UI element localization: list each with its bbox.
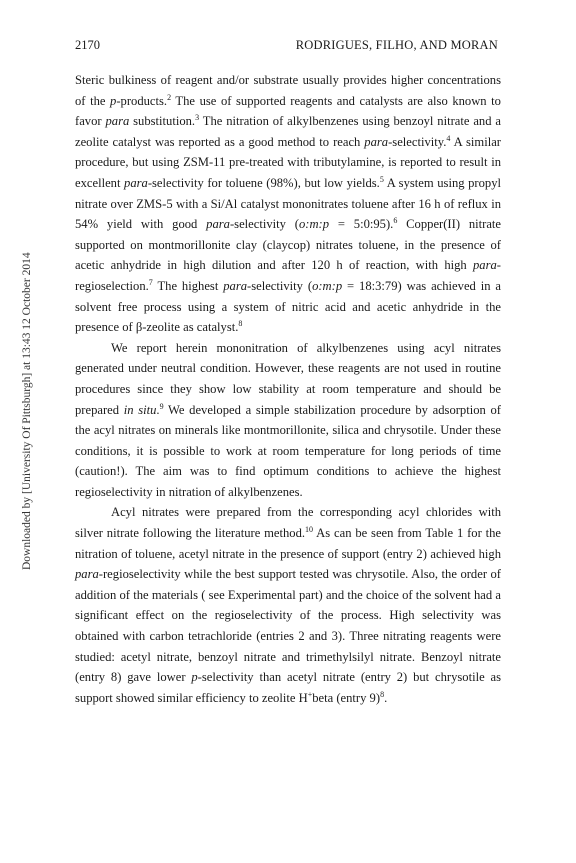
running-head: RODRIGUES, FILHO, AND MORAN bbox=[295, 38, 498, 52]
reference-marker: 8 bbox=[238, 319, 243, 329]
reference-marker: 9 bbox=[159, 401, 164, 411]
charge-superscript: + bbox=[307, 689, 313, 699]
download-watermark: Downloaded by [University Of Pittsburgh] at 13:43 12 October 2014 bbox=[21, 252, 33, 570]
reference-marker: 7 bbox=[148, 277, 153, 287]
paragraph-3: Acyl nitrates were prepared from the corresponding acyl chlorides with silver nitrate following the literature method.$^{10}$ As can be seen from Table 1 for the nitration of toluene, acetyl nitrate in the presence of support (entry 2) achieved high para-regioselectivity while the best support tested was chrysotile. Also, the order of addition of the materials ( see Experimental part) and the choice of the solvent had a significant effect on the regioselectivity of the process. High selectivity was obtained with carbon tetrachloride (entries 2 and 3). Three nitrating reagents were studied: acetyl nitrate, benzoyl nitrate and trimethylsilyl nitrate. Benzoyl nitrate (entry 8) gave lower p-selectivity than acetyl nitrate (entry 2) but chrysotile as support showed similar efficiency to zeolite H+beta (entry 9)$^8$. bbox=[75, 505, 502, 705]
paragraph-2: We report herein mononitration of alkylbenzenes using acyl nitrates generated under neutral condition. However, these reagents are not used in routine procedures since they show low stability at room temperature and should be prepared in situ.$^9$ We developed a simple stabilization procedure by adsorption of the acyl nitrates on minerals like montmorillonite, silica and chrysotile. Under these conditions, it is possible to work at room temperature for long periods of time (caution!). The aim was to find optimum conditions to achieve the highest regioselectivity in nitration of alkylbenzenes. bbox=[75, 340, 501, 499]
reference-marker: 5 bbox=[379, 174, 384, 184]
page-number: 2170 bbox=[75, 38, 100, 52]
reference-marker: 3 bbox=[195, 113, 200, 123]
reference-marker: 6 bbox=[393, 216, 398, 226]
reference-marker: 2 bbox=[167, 92, 172, 102]
reference-marker: 8 bbox=[380, 689, 385, 699]
article-body bbox=[75, 70, 501, 708]
paragraph-1: Steric bulkiness of reagent and/or substrate usually provides higher concentrations of the p-products.$^2$ The use of supported reagents and catalysts are also known to favor para substitution.$^3$ The nitration of alkylbenzenes using benzoyl nitrate and a zeolite catalyst was reported as a good method to reach para-selectivity.$^4$ A similar procedure, but using ZSM-11 pre-treated with tributylamine, is reported to result in excellent para-selectivity for toluene (98%), but low yields.$^5$ A system using propyl nitrate over ZMS-5 with a Si/Al catalyst mononitrates toluene after 16 h of reflux in 54% yield with good para-selectivity (o:m:p = 5:0:95).$^6$ Copper(II) nitrate supported on montmorillonite clay (claycop) nitrates toluene, in the presence of acetic anhydride in high dilution and after 120 h of reaction, with high para-regioselection.$^7$ The highest para-selectivity (o:m:p = 18:3:79) was achieved in a solvent free process using a system of nitric acid and acetic anhydride in the presence of β-zeolite as catalyst.$^8$ bbox=[75, 73, 502, 335]
reference-marker: 10 bbox=[305, 525, 314, 535]
reference-marker: 4 bbox=[446, 133, 451, 143]
